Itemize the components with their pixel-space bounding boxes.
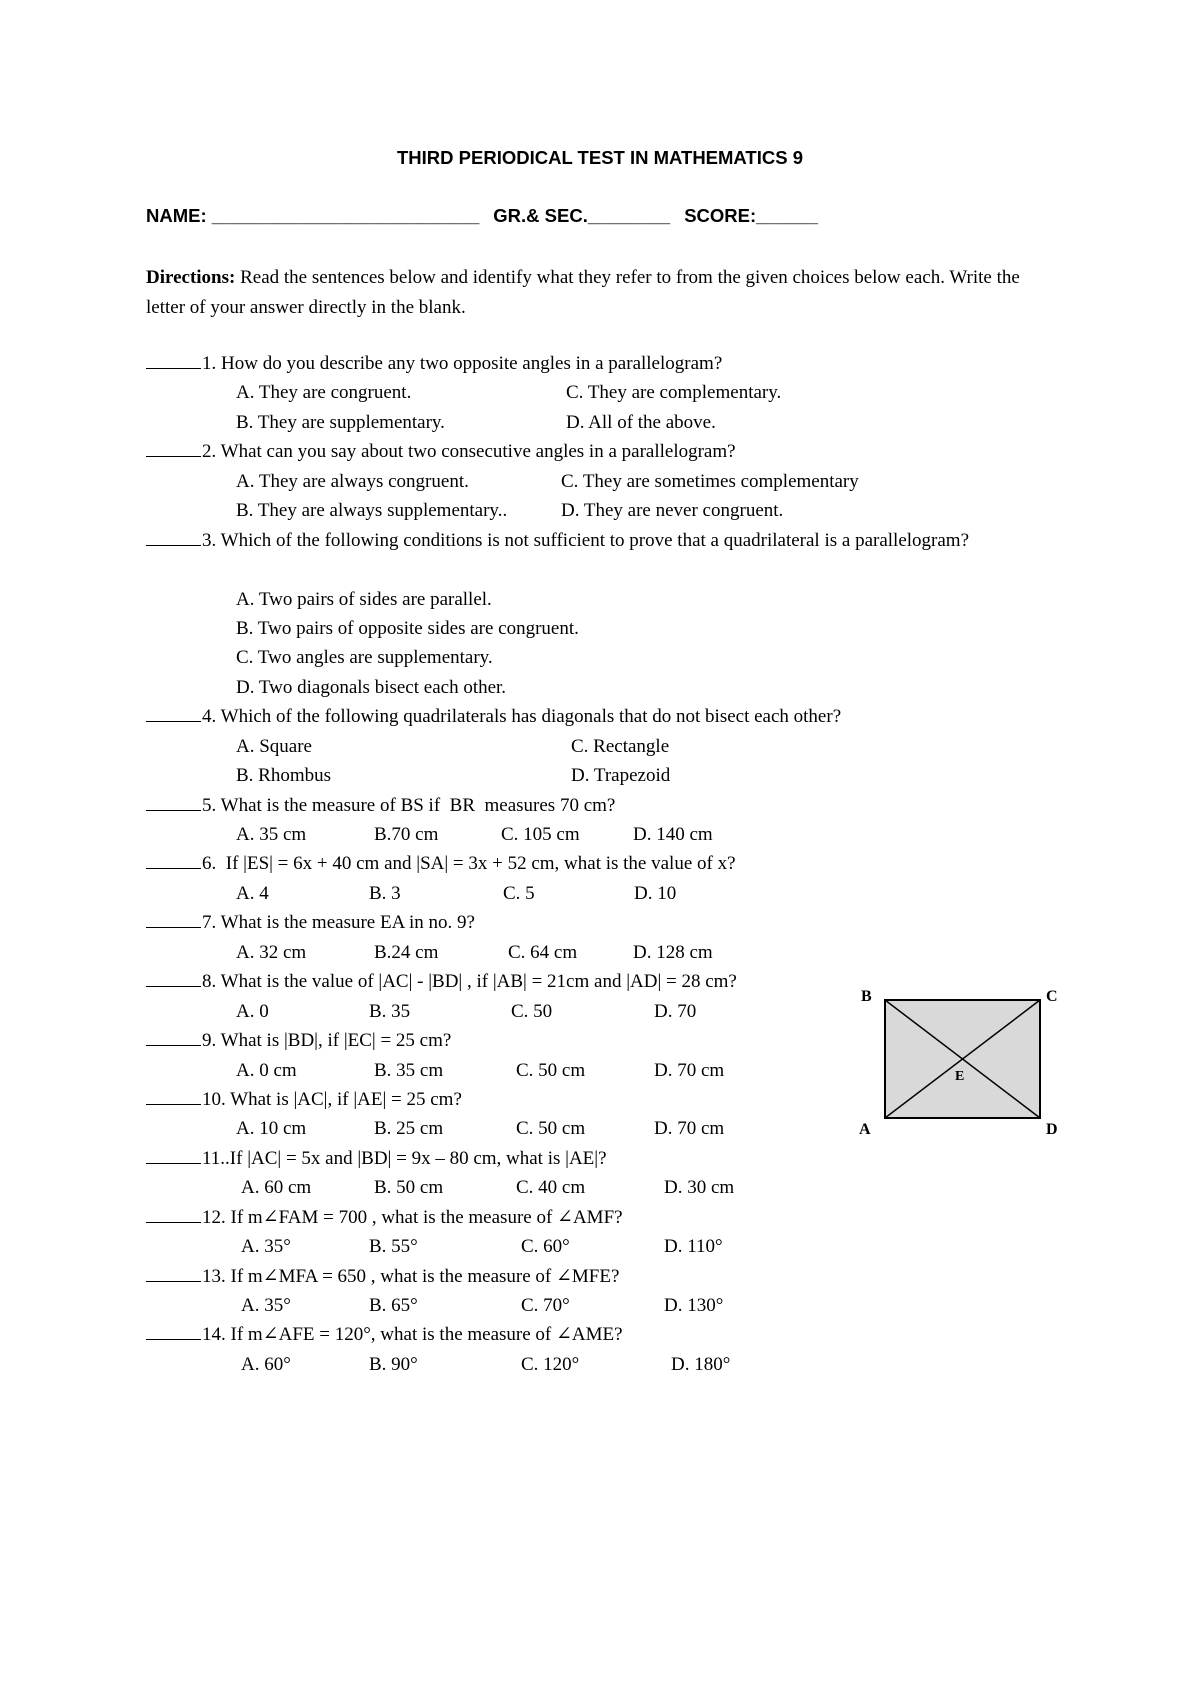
option-c: C. 120°	[521, 1353, 580, 1375]
option-a: A. 60 cm	[241, 1177, 312, 1199]
option-a: A. 60°	[241, 1353, 291, 1375]
option-a: A. Two pairs of sides are parallel.	[236, 588, 492, 610]
option-c: C. 70°	[521, 1295, 570, 1317]
question-7	[146, 908, 1066, 937]
option-d: D. All of the above.	[566, 411, 716, 433]
option-c: C. 50 cm	[516, 1059, 586, 1081]
question-4	[146, 702, 1066, 731]
question-5	[146, 791, 1066, 820]
vertex-label-c: C	[1046, 988, 1058, 1005]
options-row	[146, 673, 1066, 702]
answer-blank-10[interactable]	[146, 1085, 201, 1105]
options-row	[146, 585, 1066, 614]
option-a: A. They are always congruent.	[236, 470, 469, 492]
option-d: D. 130°	[664, 1295, 724, 1317]
option-b: B. 25 cm	[374, 1118, 444, 1140]
option-c: C. They are sometimes complementary	[561, 470, 859, 492]
option-c: C. Two angles are supplementary.	[236, 647, 493, 669]
option-b: B. 35	[369, 1000, 411, 1022]
option-a: A. 35°	[241, 1295, 291, 1317]
option-c: C. 50 cm	[516, 1118, 586, 1140]
question-3	[146, 526, 1066, 585]
options-row	[146, 378, 1066, 407]
answer-blank-4[interactable]	[146, 702, 201, 722]
answer-blank-13[interactable]	[146, 1262, 201, 1282]
option-d: D. Trapezoid	[571, 765, 671, 787]
options-row	[146, 496, 1066, 525]
vertex-label-b: B	[861, 988, 872, 1005]
answer-blank-11[interactable]	[146, 1144, 201, 1164]
option-b: B. They are supplementary.	[236, 411, 445, 433]
answer-blank-3[interactable]	[146, 526, 201, 546]
answer-blank-5[interactable]	[146, 791, 201, 811]
question-text: 8. What is the value of |AC| - |BD| , if |AB| = 21cm and |AD| = 28 cm?	[202, 971, 737, 993]
option-b: B. Two pairs of opposite sides are congruent.	[236, 617, 579, 639]
option-d: D. They are never congruent.	[561, 500, 784, 522]
option-b: B. 3	[369, 882, 401, 904]
directions-label: Directions:	[146, 267, 236, 288]
answer-blank-8[interactable]	[146, 967, 201, 987]
option-c: C. They are complementary.	[566, 382, 782, 404]
option-c: C. 5	[503, 882, 535, 904]
question-list	[146, 349, 1066, 1379]
options-row	[146, 820, 1066, 849]
option-c: C. 105 cm	[501, 824, 580, 846]
option-d: D. 30 cm	[664, 1177, 735, 1199]
question-6	[146, 849, 1066, 878]
question-text: 7. What is the measure EA in no. 9?	[202, 912, 475, 934]
option-c: C. Rectangle	[571, 735, 670, 757]
option-c: C. 64 cm	[508, 941, 578, 963]
question-text: 14. If m∠AFE = 120°, what is the measure of ∠AME?	[202, 1324, 623, 1346]
option-c: C. 50	[511, 1000, 553, 1022]
vertex-label-d: D	[1046, 1121, 1058, 1138]
option-d: D. Two diagonals bisect each other.	[236, 676, 507, 698]
question-text: 9. What is |BD|, if |EC| = 25 cm?	[202, 1030, 452, 1052]
option-d: D. 10	[634, 882, 677, 904]
answer-blank-1[interactable]	[146, 349, 201, 369]
question-text: 3. Which of the following conditions is not sufficient to prove that a quadrilateral is a parallelogram?	[202, 529, 970, 551]
option-a: A. 4	[236, 882, 269, 904]
option-c: C. 40 cm	[516, 1177, 586, 1199]
question-11	[146, 1144, 1066, 1173]
option-a: A. 0	[236, 1000, 269, 1022]
directions	[146, 263, 1051, 322]
options-row	[146, 643, 1066, 672]
test-title: THIRD PERIODICAL TEST IN MATHEMATICS 9	[397, 147, 803, 168]
option-d: D. 180°	[671, 1353, 731, 1375]
question-14	[146, 1320, 1066, 1349]
question-text: 2. What can you say about two consecutive angles in a parallelogram?	[202, 441, 736, 463]
rectangle-figure	[855, 980, 1065, 1138]
directions-text: Read the sentences below and identify what they refer to from the given choices below each. Write the letter of your answer directly in the blank.	[146, 267, 1020, 318]
option-b: B. 55°	[369, 1236, 418, 1258]
rectangle-diagram	[855, 980, 1065, 1138]
answer-blank-6[interactable]	[146, 849, 201, 869]
option-b: B.24 cm	[374, 941, 439, 963]
options-row	[146, 761, 1066, 790]
student-info-line	[146, 204, 1146, 228]
score-label: SCORE:	[684, 205, 757, 226]
option-a: A. 0 cm	[236, 1059, 297, 1081]
option-d: D. 140 cm	[633, 824, 713, 846]
option-a: A. 10 cm	[236, 1118, 307, 1140]
option-a: A. They are congruent.	[236, 382, 412, 404]
options-row	[146, 1173, 1066, 1202]
question-text: 6. If |ES| = 6x + 40 cm and |SA| = 3x + 52 cm, what is the value of x?	[202, 853, 736, 875]
question-12	[146, 1203, 1066, 1232]
options-row	[146, 879, 1066, 908]
options-row	[146, 732, 1066, 761]
question-text: 11..If |AC| = 5x and |BD| = 9x – 80 cm, what is |AE|?	[202, 1147, 607, 1169]
option-a: A. Square	[236, 735, 312, 757]
option-b: B. 90°	[369, 1353, 418, 1375]
name-blank[interactable]: __________________________	[211, 205, 480, 226]
option-d: D. 128 cm	[633, 941, 713, 963]
option-d: D. 70 cm	[654, 1118, 725, 1140]
option-b: B. They are always supplementary..	[236, 500, 508, 522]
answer-blank-9[interactable]	[146, 1026, 201, 1046]
option-b: B. 35 cm	[374, 1059, 444, 1081]
answer-blank-12[interactable]	[146, 1203, 201, 1223]
options-row	[146, 938, 1066, 967]
options-row	[146, 467, 1066, 496]
options-row	[146, 614, 1066, 643]
question-text: 1. How do you describe any two opposite angles in a parallelogram?	[202, 353, 723, 374]
answer-blank-7[interactable]	[146, 908, 201, 928]
option-a: A. 32 cm	[236, 941, 307, 963]
question-1	[146, 349, 1066, 378]
score-blank[interactable]: ______	[756, 205, 818, 226]
option-b: B. Rhombus	[236, 765, 332, 787]
option-b: B. 65°	[369, 1295, 418, 1317]
question-text: 10. What is |AC|, if |AE| = 25 cm?	[202, 1088, 462, 1110]
question-2	[146, 437, 1066, 466]
options-row	[146, 1291, 1066, 1320]
grsec-blank[interactable]: ________	[587, 205, 671, 226]
name-label: NAME:	[146, 205, 207, 226]
center-label-e: E	[955, 1069, 965, 1084]
question-text: 5. What is the measure of BS if BR measures 70 cm?	[202, 794, 616, 816]
options-row	[146, 1350, 1066, 1379]
option-d: D. 70 cm	[654, 1059, 725, 1081]
grsec-label: GR.& SEC.	[493, 205, 588, 226]
options-row	[146, 408, 1066, 437]
question-text: 12. If m∠FAM = 700 , what is the measure of ∠AMF?	[202, 1206, 623, 1228]
option-a: A. 35°	[241, 1236, 291, 1258]
option-c: C. 60°	[521, 1236, 570, 1258]
question-text: 4. Which of the following quadrilaterals has diagonals that do not bisect each other?	[202, 706, 842, 728]
option-b: B. 50 cm	[374, 1177, 444, 1199]
question-text: 13. If m∠MFA = 650 , what is the measure of ∠MFE?	[202, 1265, 620, 1287]
vertex-label-a: A	[859, 1121, 871, 1138]
option-d: D. 110°	[664, 1236, 723, 1258]
option-a: A. 35 cm	[236, 824, 307, 846]
answer-blank-14[interactable]	[146, 1320, 201, 1340]
option-d: D. 70	[654, 1000, 697, 1022]
question-13	[146, 1262, 1066, 1291]
option-b: B.70 cm	[374, 824, 439, 846]
options-row	[146, 1232, 1066, 1261]
answer-blank-2[interactable]	[146, 437, 201, 457]
